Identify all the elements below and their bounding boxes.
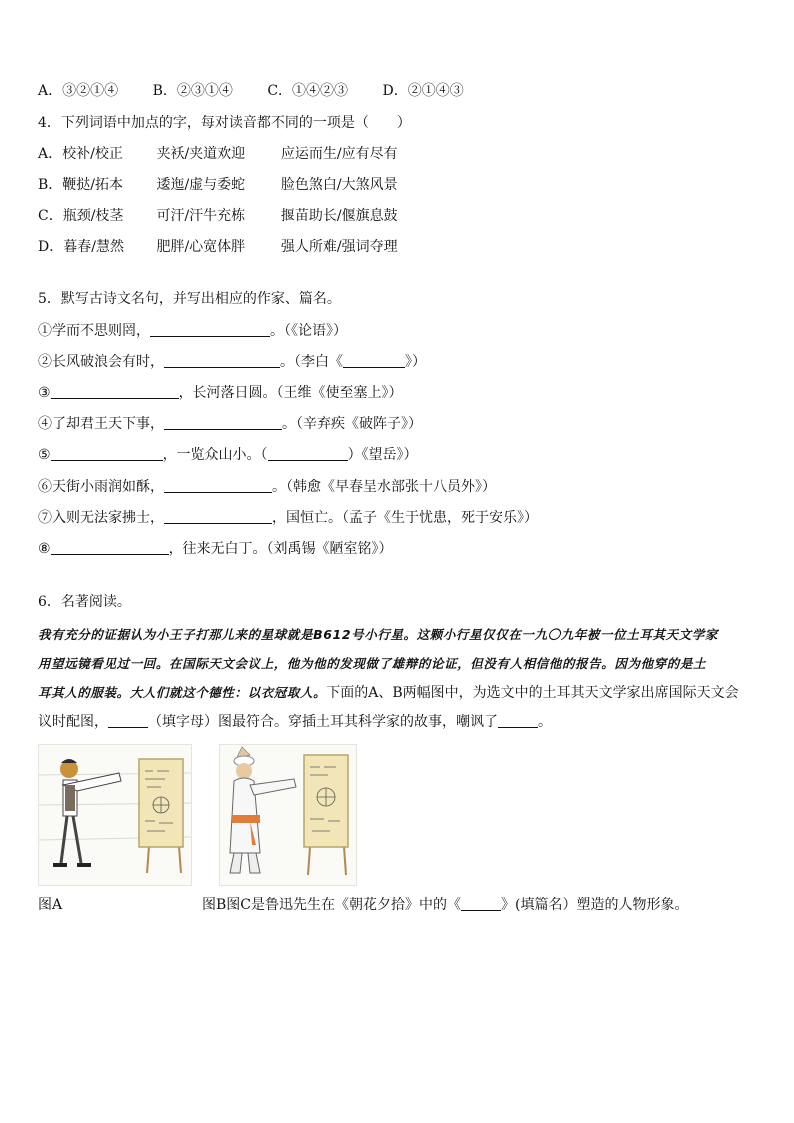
author-blank[interactable]: [268, 446, 348, 461]
q4-row-d: [38, 237, 421, 257]
q4-cell: D．暮春/慧然: [38, 239, 124, 255]
answer-blank[interactable]: [51, 384, 179, 399]
q5-text: ④了却君王天下事，: [38, 416, 164, 432]
q4-cell: B．鞭挞/拓本: [38, 177, 124, 193]
q4-cell: A．校补/校正: [38, 146, 123, 162]
q5-text: 。（李白《: [280, 354, 343, 370]
q5-text: ）《望岳》）: [347, 447, 418, 463]
q3-option-c: C．①④②③: [267, 83, 349, 99]
q6-passage: [38, 620, 758, 737]
q5-text: 。（韩愈《早春呈水部张十八员外》）: [272, 479, 496, 495]
q4-cell: 揠苗助长/偃旗息鼓: [280, 208, 398, 224]
q4-title: 4．下列词语中加点的字，每对读音都不同的一项是（ ）: [38, 115, 411, 131]
q4-cell: 脸色煞白/大煞风景: [280, 177, 398, 193]
q5-item-2: [38, 352, 426, 372]
q4-row-c: [38, 206, 421, 226]
q4-cell: 应运而生/应有尽有: [280, 146, 398, 162]
astronomer-turkish-costume-illustration: [220, 745, 356, 885]
answer-blank[interactable]: [164, 353, 280, 368]
answer-blank[interactable]: [164, 415, 282, 430]
q5-text: 。（《论语》）: [270, 323, 347, 339]
q4-cell: 夹袄/夹道欢迎: [156, 146, 246, 162]
answer-blank[interactable]: [51, 540, 169, 555]
q6-quote-end: 耳其人的服装。大人们就这个德性：以衣冠取人。: [38, 685, 327, 700]
astronomer-western-suit-illustration: [39, 745, 191, 885]
q6-question-text: 。: [538, 714, 552, 730]
q6-title: 6．名著阅读。: [38, 594, 131, 610]
q5-text: 。（辛弃疾《破阵子》）: [282, 416, 422, 432]
q5-item-5: [38, 445, 418, 465]
q6-passage-line: [38, 678, 758, 708]
title-blank[interactable]: [343, 353, 405, 368]
q6-passage-line: [38, 708, 758, 737]
q5-text: 》）: [405, 354, 426, 370]
q5-title: 5．默写古诗文名句，并写出相应的作家、篇名。: [38, 291, 341, 307]
figure-a-image: [38, 744, 192, 886]
q4-cell: 强人所难/强词夺理: [280, 239, 398, 255]
figure-b-label: 图B: [202, 897, 227, 913]
q5-text: ，一览众山小。（: [162, 447, 268, 463]
q5-item-1: [38, 321, 347, 341]
figure-c-question-end: 》(填篇名）塑造的人物形象。: [501, 897, 689, 913]
q5-text: ，往来无白丁。（刘禹锡《陋室铭》）: [168, 541, 393, 557]
q5-text: ①学而不思则罔，: [38, 323, 150, 339]
q5-item-3: [38, 383, 403, 403]
letter-blank[interactable]: [108, 713, 148, 728]
q3-options: [38, 81, 494, 101]
q3-option-b: B．②③①④: [152, 83, 233, 99]
q5-item-6: [38, 477, 496, 497]
q6-question-text: （填字母）图最符合。穿插土耳其科学家的故事，嘲讽了: [148, 714, 498, 730]
answer-blank[interactable]: [164, 509, 272, 524]
satire-blank[interactable]: [498, 713, 538, 728]
q4-cell: C．瓶颈/枝茎: [38, 208, 124, 224]
q3-option-d: D．②①④③: [382, 83, 464, 99]
q3-option-a: A．③②①④: [38, 83, 119, 99]
q4-row-a: [38, 144, 421, 164]
figure-a-caption: 图A: [38, 897, 63, 913]
q6-question-text: 下面的A、B两幅图中，为选文中的土耳其天文学家出席国际天文会: [326, 685, 739, 701]
q5-text: ②长风破浪会有时，: [38, 354, 164, 370]
q5-text: ，国恒亡。（孟子《生于忧患，死于安乐》）: [272, 510, 538, 526]
q5-text: ，长河落日圆。（王维《使至塞上》）: [178, 385, 403, 401]
answer-blank[interactable]: [51, 446, 163, 461]
answer-blank[interactable]: [150, 322, 270, 337]
q6-passage-line: 用望远镜看见过一回。在国际天文会议上，他为他的发现做了雄辩的论证，但没有人相信他的报告。因为他穿的是土: [38, 656, 707, 671]
figure-c-question: 图C是鲁迅先生在《朝花夕拾》中的《: [226, 897, 462, 913]
q4-cell: 逶迤/虚与委蛇: [156, 177, 246, 193]
q5-text: ⑧: [38, 541, 51, 557]
q5-text: ③: [38, 385, 51, 401]
q5-text: ⑥天街小雨润如酥，: [38, 479, 164, 495]
q4-row-b: [38, 175, 421, 195]
q4-cell: 肥胖/心宽体胖: [156, 239, 246, 255]
q6-passage-line: 我有充分的证据认为小王子打那儿来的星球就是B612号小行星。这颗小行星仅仅在一九〇九年被一位土耳其天文学家: [38, 627, 718, 642]
q5-item-4: [38, 414, 422, 434]
q5-text: ⑤: [38, 447, 51, 463]
chapter-title-blank[interactable]: [461, 896, 501, 911]
q5-item-8: [38, 539, 393, 559]
q6-question-text: 议时配图，: [38, 714, 108, 730]
q5-text: ⑦入则无法家拂士，: [38, 510, 164, 526]
q5-item-7: [38, 508, 538, 528]
figure-b-image: [219, 744, 357, 886]
answer-blank[interactable]: [164, 478, 272, 493]
figure-b-c-caption: [202, 894, 688, 914]
q4-cell: 可汗/汗牛充栋: [156, 208, 246, 224]
